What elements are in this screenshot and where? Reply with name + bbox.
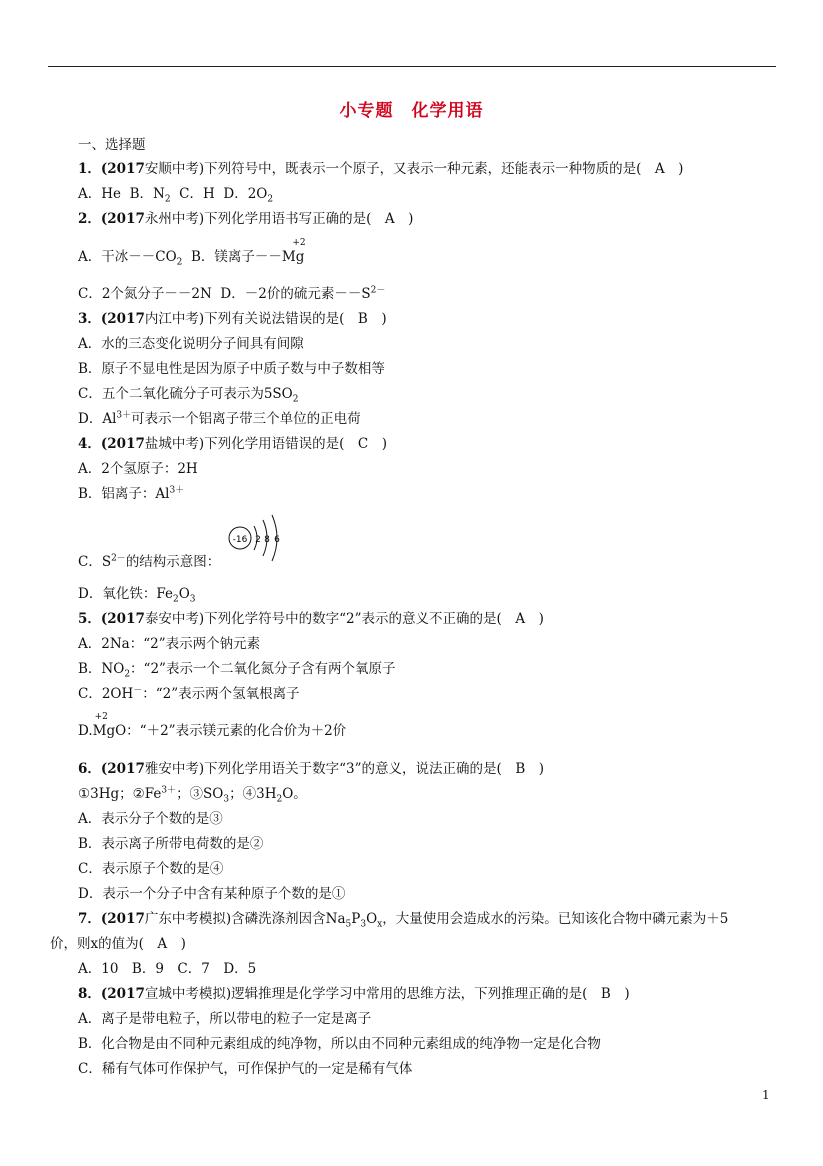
question-5: 5．(2017泰安中考)下列化学符号中的数字“2”表示的意义不正确的是( A ) bbox=[78, 611, 544, 627]
question-1-options: A．He B．$N_2$ C．H D．$2O_2$ bbox=[78, 186, 274, 205]
question-2-options-ab: A．干冰$--CO_2$ B．镁离子$--Mg^{+2}$ bbox=[78, 238, 306, 268]
question-2: 2．(2017永州中考)下列化学用语书写正确的是( A ) bbox=[78, 211, 414, 227]
page-number: 1 bbox=[762, 1088, 770, 1102]
question-3-option-a: A．水的三态变化说明分子间具有间隙 bbox=[78, 336, 304, 352]
question-8-option-c: C．稀有气体可作保护气，可作保护气的一定是稀有气体 bbox=[78, 1061, 413, 1077]
question-6-option-b: B．表示离子所带电荷数的是② bbox=[78, 836, 264, 852]
header-rule bbox=[48, 66, 776, 67]
question-5-option-b: B．$NO_2$：“2”表示一个二氧化氮分子含有两个氧原子 bbox=[78, 661, 396, 680]
question-6-option-c: C．表示原子个数的是④ bbox=[78, 861, 224, 877]
question-7-options: A．10 B．9 C．7 D．5 bbox=[78, 961, 257, 977]
question-8: 8．(2017宣城中考模拟)逻辑推理是化学学习中常用的思维方法，下列推理正确的是( B ) bbox=[78, 986, 630, 1002]
question-4: 4．(2017盐城中考)下列化学用语错误的是( C ) bbox=[78, 436, 388, 452]
shell-electrons-1: 2 bbox=[255, 535, 261, 545]
question-4-option-b: B．铝离子：$Al^{3+}$ bbox=[78, 485, 185, 502]
question-3-option-c: C．五个二氧化硫分子可表示为$5SO_2$ bbox=[78, 386, 299, 405]
sulfur-ion-structure-diagram bbox=[220, 512, 288, 564]
question-7-line2: 价，则x的值为( A ) bbox=[50, 936, 186, 952]
question-2-options-cd: C．2个氮分子－－2N D．－2价的硫元素$--S^{2-}$ bbox=[78, 285, 386, 302]
question-3: 3．(2017内江中考)下列有关说法错误的是( B ) bbox=[78, 311, 387, 327]
question-5-option-c: C．2OH－：“2”表示两个氢氧根离子 bbox=[78, 685, 300, 702]
nucleus-charge: -16 bbox=[232, 535, 248, 545]
question-4-option-c: C．$S^{2-}$的结构示意图： bbox=[78, 553, 221, 570]
shell-electrons-2: 8 bbox=[264, 535, 270, 545]
question-5-option-a: A．2Na：“2”表示两个钠元素 bbox=[78, 636, 261, 652]
title-part2: 化学用语 bbox=[411, 101, 484, 121]
question-6-option-a: A．表示分子个数的是③ bbox=[78, 811, 223, 827]
question-3-option-d: D．$Al^{3+}$可表示一个铝离子带三个单位的正电荷 bbox=[78, 410, 361, 427]
question-4-option-a: A．2个氢原子：2H bbox=[78, 461, 198, 477]
question-6-option-d: D．表示一个分子中含有某种原子个数的是① bbox=[78, 886, 346, 902]
shell-electrons-3: 6 bbox=[274, 535, 280, 545]
question-3-option-b: B．原子不显电性是因为原子中质子数与中子数相等 bbox=[78, 361, 385, 377]
title-part1: 小专题 bbox=[339, 101, 394, 121]
question-7: 7．(2017广东中考模拟)含磷洗涤剂因含$Na_5P_3O_x$，大量使用会造成水的污染。已知该化合物中磷元素为＋5 bbox=[78, 911, 729, 930]
question-8-option-b: B．化合物是由不同种元素组成的纯净物，所以由不同种元素组成的纯净物一定是化合物 bbox=[78, 1036, 601, 1052]
question-1: 1．(2017安顺中考)下列符号中，既表示一个原子，又表示一种元素，还能表示一种物质的是( A ) bbox=[78, 161, 684, 177]
question-6-items: ①3Hg；$②Fe^{3+}$；$③SO_3$；$④3H_2O$。 bbox=[78, 785, 307, 805]
question-8-option-a: A．离子是带电粒子，所以带电的粒子一定是离子 bbox=[78, 1011, 372, 1027]
question-6: 6．(2017雅安中考)下列化学用语关于数字“3”的意义，说法正确的是( B ) bbox=[78, 761, 545, 777]
question-5-option-d: D. +2 MgO：“＋2”表示镁元素的化合价为＋2价 bbox=[78, 712, 347, 739]
page-title bbox=[0, 96, 823, 121]
section-heading: 一、选择题 bbox=[78, 137, 146, 153]
question-4-option-d: D．氧化铁：$Fe_2O_3$ bbox=[78, 586, 196, 605]
